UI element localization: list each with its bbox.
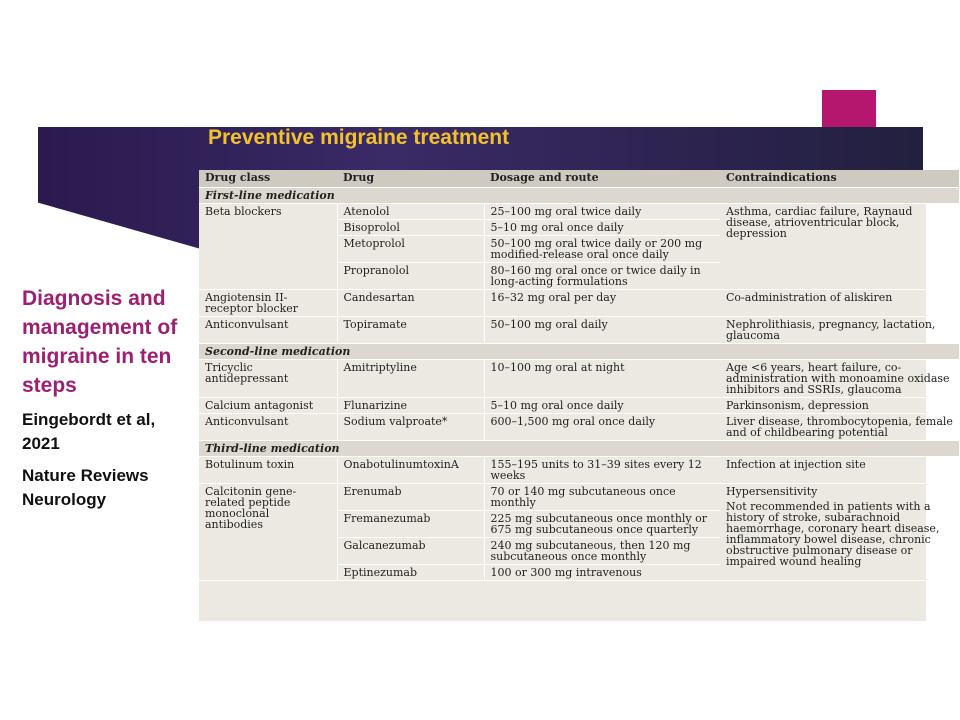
section-row-third-line [199, 441, 959, 457]
contraindication-line: Hypersensitivity [726, 485, 818, 498]
dosage-cell: 5–10 mg oral once daily [484, 398, 720, 414]
drug-cell: Metoprolol [337, 236, 484, 263]
section-label: Third-line medication [199, 441, 959, 457]
drug-cell: Galcanezumab [337, 538, 484, 565]
table-row [199, 484, 959, 511]
slide-title: Preventive migraine treatment [208, 126, 510, 149]
table-header-row [199, 170, 959, 188]
section-row-first-line [199, 188, 959, 204]
table-row [199, 360, 959, 398]
journal: Nature Reviews Neurology [22, 466, 149, 509]
drug-cell: Topiramate [337, 317, 484, 344]
drug-cell: Sodium valproate* [337, 414, 484, 441]
dosage-cell: 155–195 units to 31–39 sites every 12 weeks [484, 457, 720, 484]
contraindications-cell: Co-administration of aliskiren [720, 290, 959, 317]
drug-class-cell: Angiotensin II-receptor blocker [199, 290, 337, 317]
drug-class-cell: Botulinum toxin [199, 457, 337, 484]
dosage-cell: 240 mg subcutaneous, then 120 mg subcutaneous once monthly [484, 538, 720, 565]
table-row [199, 457, 959, 484]
drug-class-cell: Tricyclic antidepressant [199, 360, 337, 398]
drug-cell: Eptinezumab [337, 565, 484, 581]
contraindications-cell: Parkinsonism, depression [720, 398, 959, 414]
drug-class-cell: Calcium antagonist [199, 398, 337, 414]
col-header-contraindications: Contraindications [720, 170, 959, 188]
drug-class-cell: Beta blockers [199, 204, 337, 290]
drug-cell: OnabotulinumtoxinA [337, 457, 484, 484]
drug-cell: Erenumab [337, 484, 484, 511]
section-row-second-line [199, 344, 959, 360]
drug-class-cell: Anticonvulsant [199, 414, 337, 441]
contraindications-cell: Asthma, cardiac failure, Raynaud disease, atrioventricular block, depression [720, 204, 959, 290]
contraindications-cell: Liver disease, thrombocytopenia, female and of childbearing potential [720, 414, 959, 441]
dosage-cell: 5–10 mg oral once daily [484, 220, 720, 236]
table-row [199, 317, 959, 344]
dosage-cell: 25–100 mg oral twice daily [484, 204, 720, 220]
treatment-table [199, 170, 959, 581]
table-row [199, 204, 959, 220]
dosage-cell: 50–100 mg oral daily [484, 317, 720, 344]
treatment-table-image [199, 170, 953, 621]
drug-cell: Flunarizine [337, 398, 484, 414]
drug-cell: Atenolol [337, 204, 484, 220]
dosage-cell: 16–32 mg oral per day [484, 290, 720, 317]
drug-cell: Candesartan [337, 290, 484, 317]
contraindications-cell [720, 484, 959, 581]
col-header-drug: Drug [337, 170, 484, 188]
dosage-cell: 70 or 140 mg subcutaneous once monthly [484, 484, 720, 511]
drug-cell: Propranolol [337, 263, 484, 290]
section-label: First-line medication [199, 188, 959, 204]
contraindications-cell: Infection at injection site [720, 457, 959, 484]
dosage-cell: 225 mg subcutaneous once monthly or 675 mg subcutaneous once quarterly [484, 511, 720, 538]
section-label: Second-line medication [199, 344, 959, 360]
drug-cell: Amitriptyline [337, 360, 484, 398]
table-row [199, 398, 959, 414]
col-header-dosage: Dosage and route [484, 170, 720, 188]
table-row [199, 414, 959, 441]
contraindications-cell: Age <6 years, heart failure, co-administration with monoamine oxidase inhibitors and SSRIs, glaucoma [720, 360, 959, 398]
dosage-cell: 10–100 mg oral at night [484, 360, 720, 398]
drug-class-cell: Anticonvulsant [199, 317, 337, 344]
drug-class-cell: Calcitonin gene-related peptide monoclonal antibodies [199, 484, 337, 581]
dosage-cell: 100 or 300 mg intravenous [484, 565, 720, 581]
side-panel [22, 284, 192, 512]
dosage-cell: 600–1,500 mg oral once daily [484, 414, 720, 441]
drug-cell: Bisoprolol [337, 220, 484, 236]
col-header-drug-class: Drug class [199, 170, 337, 188]
contraindications-cell: Nephrolithiasis, pregnancy, lactation, glaucoma [720, 317, 959, 344]
dosage-cell: 80–160 mg oral once or twice daily in long-acting formulations [484, 263, 720, 290]
contraindication-line: Not recommended in patients with a history of stroke, subarachnoid haemorrhage, coronary heart disease, inflammatory bowel disease, chronic obstructive pulmonary disease or impaired wound healing [726, 500, 940, 568]
article-title: Diagnosis and management of migraine in ten steps [22, 287, 178, 397]
table-row [199, 290, 959, 317]
dosage-cell: 50–100 mg oral twice daily or 200 mg modified-release oral once daily [484, 236, 720, 263]
authors: Eingebordt et al, 2021 [22, 410, 156, 453]
drug-cell: Fremanezumab [337, 511, 484, 538]
